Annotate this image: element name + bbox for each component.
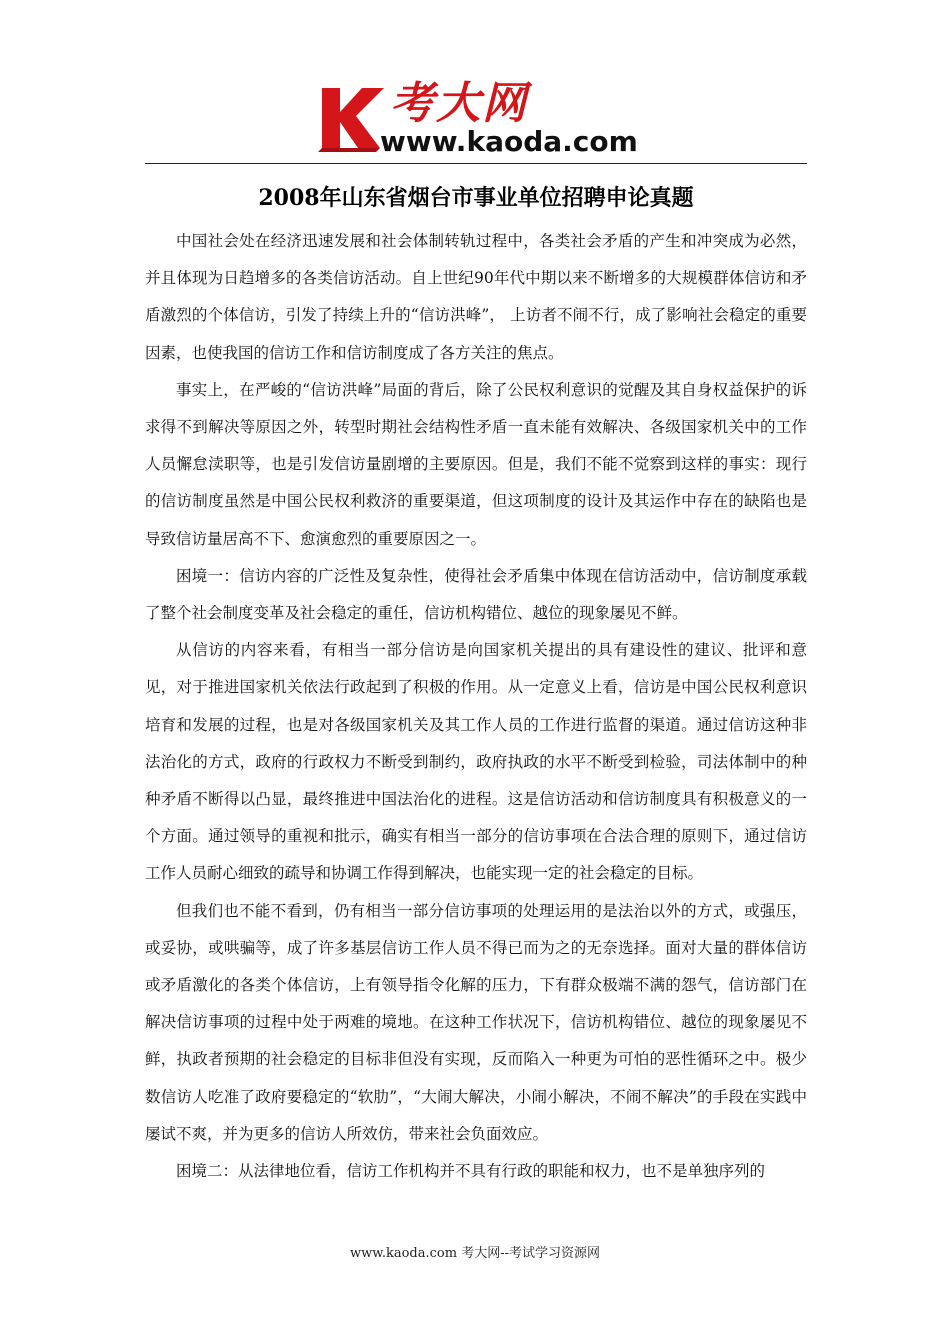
kaoda-logo — [318, 78, 638, 160]
paragraph: 困境二：从法律地位看，信访工作机构并不具有行政的职能和权力，也不是单独序列的 — [176, 1162, 766, 1181]
paragraph: 中国社会处在经济迅速发展和社会体制转轨过程中，各类社会矛盾的产生和冲突成为必然，并且体现为日趋增多的各类信访活动。自上世纪90年代中期以来不断增多的大规模群体信访和矛盾激烈的个体信访，引发了持续上升的“信访洪峰”， 上访者不闹不行，成了影响社会稳定的重要因素，也使我国的信访工作和信访制度成了各方关注的焦点。 — [145, 232, 807, 362]
header-divider — [145, 163, 807, 164]
document-body — [145, 223, 807, 1190]
paragraph: 事实上，在严峻的“信访洪峰”局面的背后，除了公民权利意识的觉醒及其自身权益保护的诉求得不到解决等原因之外，转型时期社会结构性矛盾一直未能有效解决、各级国家机关中的工作人员懈怠渎职等，也是引发信访量剧增的主要原因。但是，我们不能不觉察到这样的事实：现行的信访制度虽然是中国公民权利救济的重要渠道，但这项制度的设计及其运作中存在的缺陷也是导致信访量居高不下、愈演愈烈的重要原因之一。 — [145, 380, 807, 548]
paragraph: 从信访的内容来看，有相当一部分信访是向国家机关提出的具有建设性的建议、批评和意见，对于推进国家机关依法行政起到了积极的作用。从一定意义上看，信访是中国公民权利意识培育和发展的过程，也是对各级国家机关及其工作人员的工作进行监督的渠道。通过信访这种非法治化的方式，政府的行政权力不断受到制约，政府执政的水平不断受到检验，司法体制中的种种矛盾不断得以凸显，最终推进中国法治化的进程。这是信访活动和信访制度具有积极意义的一个方面。通过领导的重视和批示，确实有相当一部分的信访事项在合法合理的原则下，通过信访工作人员耐心细致的疏导和协调工作得到解决，也能实现一定的社会稳定的目标。 — [145, 641, 807, 883]
paragraph: 但我们也不能不看到，仍有相当一部分信访事项的处理运用的是法治以外的方式，或强压，或妥协，或哄骗等，成了许多基层信访工作人员不得已而为之的无奈选择。面对大量的群体信访或矛盾激化的各类个体信访，上有领导指令化解的压力，下有群众极端不满的怨气，信访部门在解决信访事项的过程中处于两难的境地。在这种工作状况下，信访机构错位、越位的现象屡见不鲜，执政者预期的社会稳定的目标非但没有实现，反而陷入一种更为可怕的恶性循环之中。极少数信访人吃准了政府要稳定的“软肋”，“大闹大解决，小闹小解决，不闹不解决”的手段在实践中屡试不爽，并为更多的信访人所效仿，带来社会负面效应。 — [145, 901, 807, 1143]
paragraph: 困境一：信访内容的广泛性及复杂性，使得社会矛盾集中体现在信访活动中，信访制度承载了整个社会制度变革及社会稳定的重任，信访机构错位、越位的现象屡见不鲜。 — [145, 566, 807, 623]
page-footer: www.kaoda.com 考大网--考试学习资源网 — [350, 1246, 600, 1261]
document-title: 2008年山东省烟台市事业单位招聘申论真题 — [258, 185, 694, 211]
logo-url: www.kaoda.com — [380, 125, 638, 158]
logo-chinese-name: 考大网 — [390, 78, 528, 129]
